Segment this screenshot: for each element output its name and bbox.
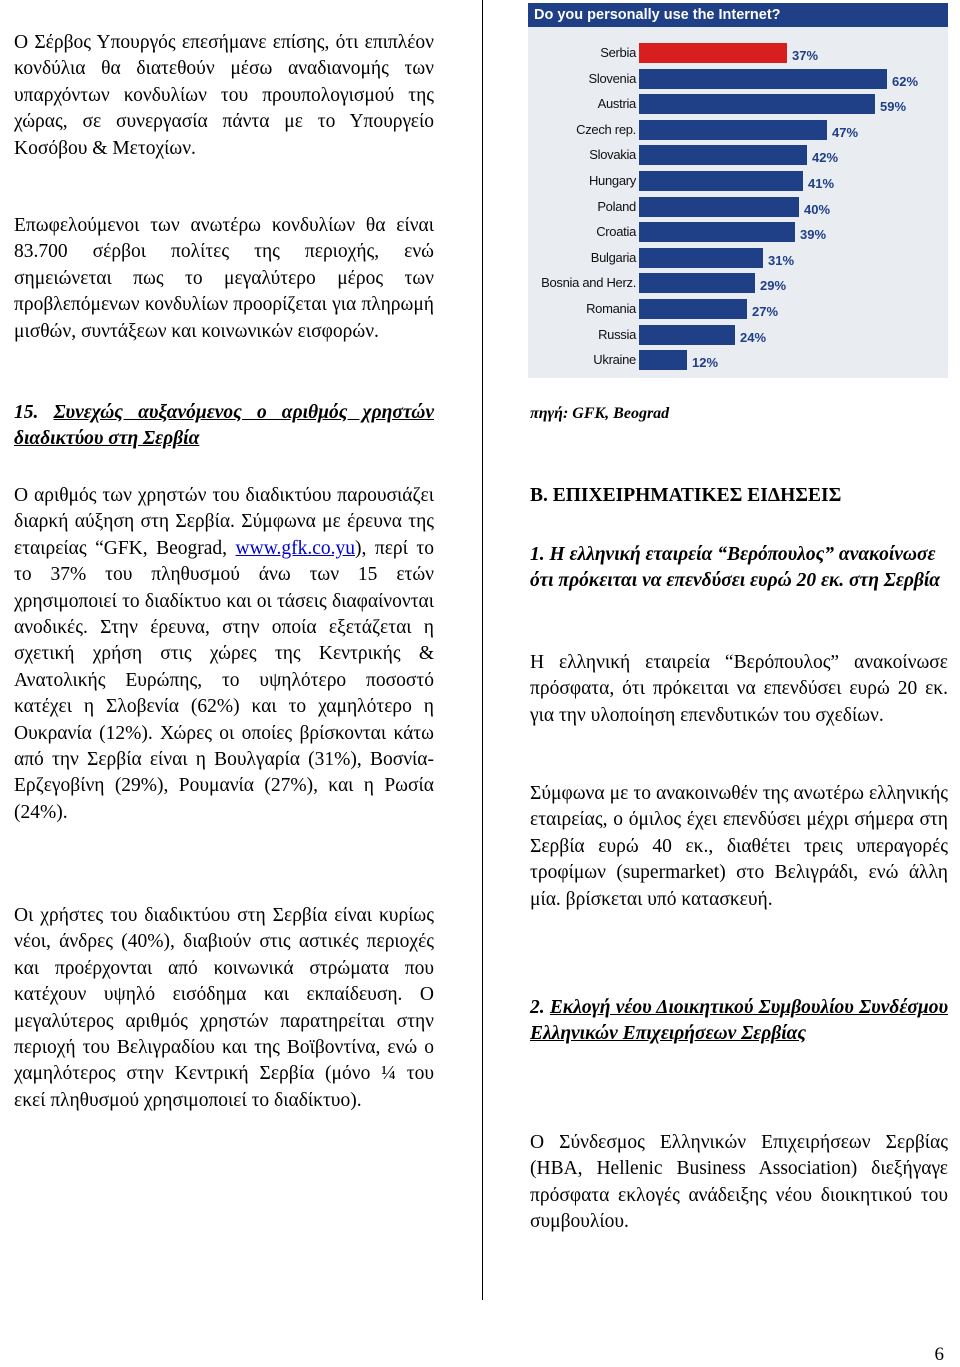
category-label: Slovakia xyxy=(589,147,636,163)
paragraph-user-profile: Οι χρήστες του διαδικτύου στη Σερβία είναι κυρίως νέοι, άνδρες (40%), διαβιούν στις αστικές περιοχές και προέρχονται από κοινωνικά στρώματα που κατέχουν υψηλό εισόδημα και εκπαίδευση. Ο μεγαλύτερος αριθμός χρηστών παρατηρείται στην περιοχή του Βελιγραδίου και της Βοϊβοντίνα, ενώ ο χαμηλότερος στην Κεντρική Σερβία (μόνο ¼ του εκεί πληθυσμού χρησιμοποιεί το διαδίκτυο). xyxy=(14,905,434,1111)
chart-row xyxy=(528,299,948,319)
category-label: Croatia xyxy=(596,224,636,240)
category-label: Romania xyxy=(586,301,636,316)
chart-row xyxy=(528,120,948,140)
gfk-link[interactable]: www.gfk.co.yu xyxy=(235,537,356,559)
heading-text: Συνεχώς αυξανόμενος ο αριθμός χρηστών διαδικτύου στη Σερβία xyxy=(14,402,434,450)
chart-row xyxy=(528,248,948,268)
chart-row xyxy=(528,325,948,345)
page-number: 6 xyxy=(934,1344,944,1365)
value-label: 40% xyxy=(804,201,831,217)
category-label: Poland xyxy=(597,198,636,214)
chart-row xyxy=(528,43,948,63)
section-heading-business-news: Β. ΕΠΙΧΕΙΡΗΜΑΤΙΚΕΣ ΕΙΔΗΣΕΙΣ xyxy=(530,485,842,506)
heading-veropoulos: 1. Η ελληνική εταιρεία “Βερόπουλος” ανακοίνωσε ότι πρόκειται να επενδύσει ευρώ 20 εκ. στη Σερβία xyxy=(530,544,941,592)
bar xyxy=(639,299,747,319)
column-divider xyxy=(482,0,483,1300)
chart-source: πηγή: GFK, Beograd xyxy=(530,405,670,422)
value-label: 12% xyxy=(692,355,719,371)
paragraph-veropoulos-investment: Η ελληνική εταιρεία “Βερόπουλος” ανακοίνωσε πρόσφατα, ότι πρόκειται να επενδύσει ευρώ 20 εκ. για την υλοποίηση επενδυτικών του σχεδίων. xyxy=(530,652,948,726)
bar xyxy=(639,273,755,293)
chart-row xyxy=(528,94,948,114)
value-label: 24% xyxy=(740,329,767,345)
survey-text-end: ), περί το το 37% του πληθυσμού άνω των 15 ετών χρησιμοποιεί το διαδίκτυο και οι τάσεις διαφαίνονται ανοδικές. Στην έρευνα, στην οποία εξετάζεται η σχετική χρήση στις χώρες της Κεντρικής & Ανατολικής Ευρώπης, το υψηλότερο ποσοστό κατέχει η Σλοβενία (62%) και το χαμηλότερο η Ουκρανία (12%). Χώρες οι οποίες βρίσκονται κάτω από την Σερβία είναι η Βουλγαρία (31%), Βοσνία-Ερζεγοβίνη (29%), Ρουμανία (27%), και η Ρωσία (24%). xyxy=(14,537,434,823)
value-label: 47% xyxy=(832,124,859,140)
bar xyxy=(639,145,807,165)
bar xyxy=(639,325,735,345)
survey-text-start: Ο αριθμός των χρηστών του διαδικτύου παρουσιάζει διαρκή αύξηση στη Σερβία. Σύμφωνα με έρευνα της εταιρείας “GFK, Beograd, xyxy=(14,485,434,559)
chart-row xyxy=(528,197,948,217)
value-label: 37% xyxy=(792,48,819,63)
bar xyxy=(639,120,827,140)
category-label: Bosnia and Herz. xyxy=(541,275,636,291)
category-label: Austria xyxy=(597,96,636,112)
heading-internet-users xyxy=(14,400,434,453)
category-label: Hungary xyxy=(588,173,636,188)
value-label: 27% xyxy=(752,304,779,319)
paragraph-veropoulos-details: Σύμφωνα με το ανακοινωθέν της ανωτέρω ελληνικής εταιρείας, ο όμιλος έχει επενδύσει μέχρι σήμερα στη Σερβία ευρώ 40 εκ., διαθέτει τρεις υπεραγορές τροφίμων (supermarket) στο Βελιγράδι, ενώ άλλη μία. βρίσκεται υπό κατασκευή. xyxy=(530,783,948,910)
bar xyxy=(639,43,787,63)
heading-text: Εκλογή νέου Διοικητικού Συμβουλίου Συνδέσμου Ελληνικών Επιχειρήσεων Σερβίας xyxy=(530,997,949,1045)
chart-row xyxy=(528,69,948,89)
heading-number: 15. xyxy=(14,402,39,423)
chart-title: Do you personally use the Internet? xyxy=(528,3,948,27)
value-label: 59% xyxy=(880,99,907,115)
bar xyxy=(639,222,795,242)
heading-number: 2. xyxy=(530,997,545,1018)
category-label: Ukraine xyxy=(593,352,636,368)
value-label: 31% xyxy=(768,252,795,268)
bar xyxy=(639,248,763,268)
chart-row xyxy=(528,273,948,293)
value-label: 62% xyxy=(892,73,919,89)
bar xyxy=(639,350,687,370)
value-label: 41% xyxy=(808,176,835,191)
paragraph-kosovo-funds: Ο Σέρβος Υπουργός επεσήμανε επίσης, ότι επιπλέον κονδύλια θα διατεθούν μέσω αναδιανομής των υπαρχόντων κονδυλίων του προυπολογισμού της χώρας, σε συνεργασία πάντα με το Υπουργείο Κοσόβου & Μετοχίων. xyxy=(14,32,434,159)
value-label: 29% xyxy=(760,278,787,294)
bar xyxy=(639,197,799,217)
internet-usage-chart xyxy=(528,3,948,378)
category-label: Russia xyxy=(598,326,636,342)
paragraph-hba: Ο Σύνδεσμος Ελληνικών Επιχειρήσεων Σερβίας (ΗΒΑ, Hellenic Business Association) διεξήγαγε πρόσφατα εκλογές ανάδειξης νέου διοικητικού του συμβουλίου. xyxy=(530,1132,948,1233)
category-label: Slovenia xyxy=(588,70,636,86)
bar xyxy=(639,94,875,114)
bar xyxy=(639,171,803,191)
paragraph-beneficiaries: Επωφελούμενοι των ανωτέρω κονδυλίων θα είναι 83.700 σέρβοι πολίτες της περιοχής, ενώ σημειώνεται πως το μεγαλύτερο μέρος των προβλεπόμενων κονδυλίων προορίζεται για πληρωμή μισθών, συντάξεων και κοινωνικών εισφορών. xyxy=(14,215,434,342)
value-label: 42% xyxy=(812,150,839,166)
value-label: 39% xyxy=(800,227,827,243)
category-label: Serbia xyxy=(600,45,636,60)
heading-hba-elections xyxy=(530,995,948,1048)
chart-row xyxy=(528,222,948,242)
chart-row xyxy=(528,350,948,370)
paragraph-internet-survey xyxy=(14,483,434,826)
chart-row xyxy=(528,171,948,191)
category-label: Czech rep. xyxy=(576,121,636,137)
bar xyxy=(639,69,887,89)
chart-row xyxy=(528,145,948,165)
category-label: Bulgaria xyxy=(590,249,636,265)
